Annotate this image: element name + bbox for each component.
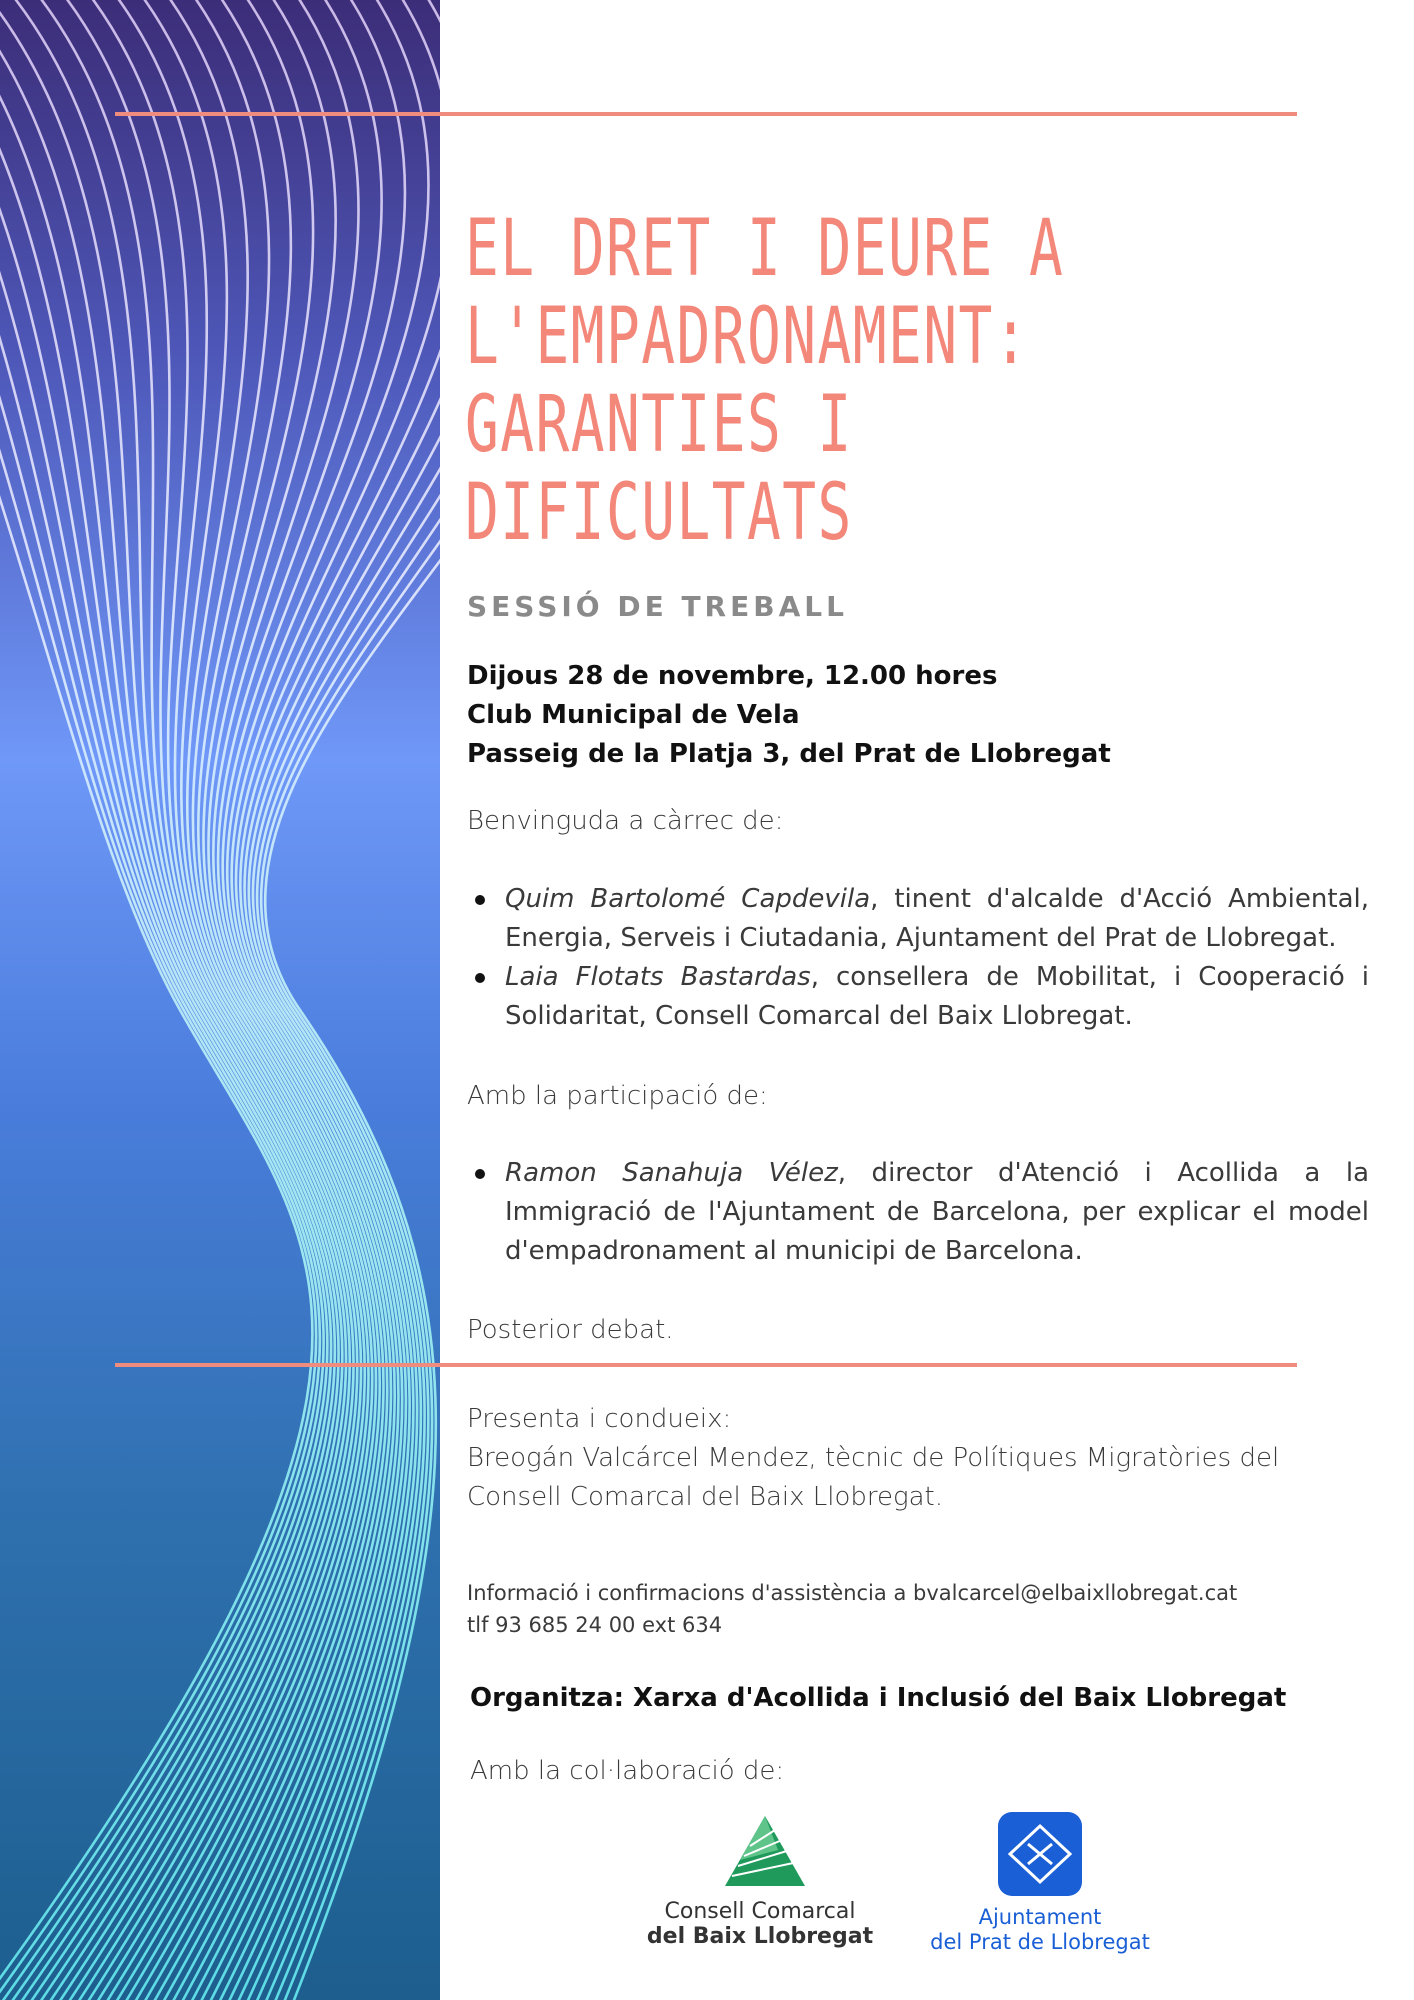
participation-list (467, 1154, 1369, 1271)
bullet-icon (475, 1169, 485, 1179)
bullet-icon (475, 895, 485, 905)
list-item (505, 880, 1369, 958)
ajuntament-logo (930, 1810, 1150, 1960)
contact-phone-line: tlf 93 685 24 00 ext 634 (467, 1613, 723, 1637)
speaker-name: Ramon Sanahuja Vélez (505, 1158, 838, 1188)
participation-heading: Amb la participació de: (467, 1081, 768, 1111)
event-date-time: Dijous 28 de novembre, 12.00 hores (467, 661, 998, 691)
speaker-name: Quim Bartolomé Capdevila (505, 884, 871, 914)
top-rule (115, 112, 1297, 116)
consell-comarcal-logo (640, 1810, 880, 1960)
contact-email-line: Informació i confirmacions d'assistència a bvalcarcel@elbaixllobregat.cat (467, 1581, 1238, 1605)
bullet-icon (475, 973, 485, 983)
middle-rule (115, 1363, 1297, 1367)
consell-logo-line2: del Baix Llobregat (646, 1924, 874, 1949)
speaker-role: , consellera de Mobilitat, i Cooperació i Solidaritat, Consell Comarcal del Baix Llobregat. (505, 962, 1369, 1031)
decorative-line-wave-panel (0, 0, 440, 2000)
speaker-role: , director d'Atenció i Acollida a la Immigració de l'Ajuntament de Barcelona, per explicar el model d'empadronament al municipi de Barcelona. (505, 1158, 1369, 1266)
municipal-crest-icon (930, 1810, 1150, 1900)
event-details (467, 657, 1111, 774)
presenter-text: Breogán Valcárcel Mendez, tècnic de Polítiques Migratòries del Consell Comarcal del Baix Llobregat. (467, 1443, 1280, 1512)
collaboration-heading: Amb la col·laboració de: (470, 1756, 785, 1786)
page-title: EL DRET I DEURE A L'EMPADRONAMENT: GARANTIES I DIFICULTATS (465, 204, 1065, 558)
speaker-name: Laia Flotats Bastardas (505, 962, 811, 992)
contact-info (467, 1577, 1237, 1641)
event-venue: Club Municipal de Vela (467, 700, 800, 730)
speaker-role: , tinent d'alcalde d'Acció Ambiental, Energia, Serveis i Ciutadania, Ajuntament del Prat de Llobregat. (505, 884, 1369, 953)
mountain-logo-icon (640, 1810, 880, 1890)
list-item (505, 958, 1369, 1036)
consell-logo-line1: Consell Comarcal (664, 1899, 856, 1924)
ajuntament-logo-line2: del Prat de Llobregat (930, 1930, 1150, 1954)
welcome-heading: Benvinguda a càrrec de: (467, 806, 784, 836)
presenter-heading: Presenta i condueix: (467, 1404, 732, 1434)
debate-text: Posterior debat. (467, 1315, 674, 1345)
ajuntament-logo-line1: Ajuntament (978, 1905, 1102, 1929)
event-address: Passeig de la Platja 3, del Prat de Llobregat (467, 739, 1111, 769)
organizer: Organitza: Xarxa d'Acollida i Inclusió del Baix Llobregat (470, 1683, 1287, 1713)
welcome-list (467, 880, 1369, 1036)
subtitle: SESSIÓ DE TREBALL (467, 590, 848, 623)
list-item (505, 1154, 1369, 1271)
